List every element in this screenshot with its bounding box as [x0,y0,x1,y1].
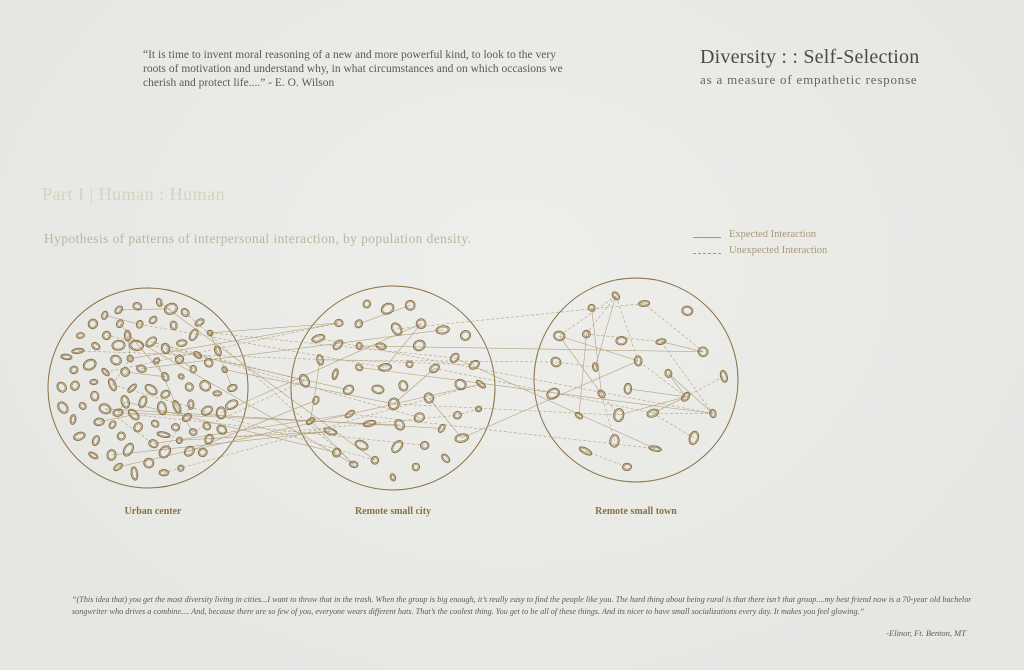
unexpected-interaction-line [397,304,644,330]
person-figure [121,442,136,458]
person-figure-inner [196,319,204,326]
person-figure [69,365,80,375]
person-figure [108,420,118,430]
person-figure [312,395,321,405]
person-figure [81,357,98,372]
person-figure [213,345,223,357]
person-figure-inner [113,341,124,350]
person-figure [587,303,597,313]
person-figure [86,317,99,330]
person-figure-inner [469,360,479,369]
expected-interaction-line [119,309,171,310]
person-figure [389,438,405,454]
person-figure [56,400,71,415]
solid-line-swatch [693,237,721,238]
person-figure-inner [178,341,186,346]
unexpected-interaction-line [210,333,455,358]
person-figure [687,430,700,446]
person-figure [453,377,468,391]
person-figure [98,402,113,416]
unexpected-interaction-line [686,376,724,396]
person-figure [331,338,344,351]
person-figure [362,299,372,310]
expected-interaction-line [462,361,639,438]
person-figure-inner [114,464,122,471]
circle-label-town: Remote small town [595,506,677,517]
person-figure-inner [350,462,357,467]
expected-interaction-line [668,373,713,413]
page-subtitle: as a measure of empathetic response [700,72,918,87]
person-figure [198,378,213,393]
legend [693,229,893,261]
person-figure-inner [391,475,395,480]
person-figure [152,357,161,366]
person-figure [397,379,409,392]
expected-interaction-line [157,361,177,407]
person-figure [224,398,240,412]
person-figure [184,381,196,393]
person-figure-inner [183,414,192,422]
person-figure [177,373,185,380]
expected-interaction-line [311,421,354,464]
person-figure [192,350,203,360]
person-figure-inner [380,364,391,370]
expected-interaction-line [429,398,462,438]
unexpected-interaction-line [78,351,474,365]
figures-layer [55,290,729,481]
dashed-line-swatch [693,253,721,254]
person-figure-inner [91,381,96,384]
person-figure-inner [189,329,198,340]
person-figure [126,383,137,394]
person-figure [150,419,160,429]
closing-quote-attribution: -Elinor, Ft. Benton, MT [886,628,966,638]
expected-interaction-line [359,367,713,413]
unexpected-interaction-line [556,362,595,367]
person-figure-inner [91,392,98,400]
person-figure [148,438,160,449]
person-figure [406,360,414,368]
closing-quote: “(This idea that) you get the most diversity living in cities...I want to throw that in the trash. When the group is big enough, it’s really easy to find the people like you. The hard thing about being rural is that there isn’t that group....my best friend now is a 70-year old bachelor songwriter who drives a combine.... And, because there are so few of you, everyone wears different hats. That’s the coolest thing. You get to be all of these things. And its nicer to have small socializations every day. It makes you feel glowing.” [72,595,972,616]
page-title: Diversity : : Self-Selection [700,46,920,68]
expected-interaction-line [141,330,442,369]
person-figure [148,315,159,326]
expected-interaction-line [619,397,686,415]
person-figure [132,421,144,434]
person-figure [440,453,451,465]
person-figure [545,386,562,401]
person-figure-inner [95,419,103,425]
person-figure-inner [593,364,597,371]
person-figure [170,321,178,331]
unexpected-interaction-line [602,394,615,441]
unexpected-interaction-line [586,296,615,334]
person-figure [109,354,123,367]
person-figure [116,430,127,441]
person-figure-inner [413,464,419,470]
unexpected-interaction-line [435,368,653,413]
person-figure [194,317,206,328]
person-figure-inner [683,307,692,315]
person-figure [331,368,339,380]
person-figure [100,310,109,320]
legend-expected-label: Expected Interaction [729,229,817,240]
circle-label-urban: Urban center [124,506,182,517]
person-figure-inner [617,337,626,344]
person-figure-inner [214,392,220,395]
expected-interaction-line [210,333,232,388]
person-figure [411,462,420,471]
circle-label-city: Remote small city [354,506,432,517]
person-figure-inner [202,406,213,416]
person-figure-inner [62,355,71,359]
person-figure [379,301,396,316]
person-figure [200,404,214,417]
person-figure-inner [123,443,134,456]
person-figure [203,357,215,369]
person-figure-inner [128,384,136,392]
person-figure [187,328,200,343]
unexpected-interaction-line [140,324,385,367]
person-figure-inner [191,367,195,372]
unexpected-interaction-line [107,336,166,349]
person-figure [403,298,417,312]
legend-expected [693,229,893,245]
epigraph-quote: “It is time to invent moral reasoning of a new and more powerful kind, to look to the very roots of motivation and understand why, in what circumstances and on which occasions we cherish and protect life....” - E. O. Wilson [143,49,563,89]
person-figure [370,455,380,465]
person-figure-inner [171,322,176,329]
expected-interaction-line [210,323,339,333]
person-figure [55,380,68,394]
population-circle-town [534,278,738,482]
expected-interaction-line [359,346,703,352]
expected-interaction-line [189,400,316,451]
unexpected-interaction-line [318,338,713,413]
person-figure [354,438,370,452]
unexpected-interaction-line [151,342,419,418]
person-figure-inner [78,334,84,338]
person-figure [91,435,101,447]
person-figure [143,382,159,397]
person-figure-inner [89,452,97,458]
person-figure-inner [145,384,157,395]
person-figure-inner [442,454,450,462]
person-figure [389,473,396,482]
legend-unexpected [693,245,893,261]
expected-interaction-line [225,370,394,404]
person-figure-inner [71,416,75,424]
expected-interaction-line [455,358,655,449]
unexpected-interaction-line [653,413,694,438]
part-heading: Part I | Human : Human [42,184,226,204]
person-figure [458,328,472,342]
expected-interaction-line [579,334,586,416]
hypothesis-caption: Hypothesis of patterns of interpersonal interaction, by population density. [44,231,472,246]
person-figure [69,380,81,392]
person-figure [72,431,86,442]
person-figure-inner [172,424,178,430]
person-figure-inner [199,449,207,456]
expected-interaction-line [125,372,165,377]
unexpected-interaction-line [559,296,616,336]
person-figure-inner [312,335,324,342]
unexpected-interaction-line [394,404,619,415]
person-figure [221,365,229,373]
legend-unexpected-label: Unexpected Interaction [729,245,828,256]
person-figure [90,341,101,351]
interaction-diagram [0,270,1024,500]
person-figure-inner [145,459,153,466]
person-figure-inner [139,396,147,407]
person-figure [100,367,110,377]
unexpected-interaction-line [616,296,638,361]
person-figure-inner [355,440,368,450]
person-figure [76,332,85,339]
person-figure [412,338,427,352]
person-figure [171,423,181,432]
person-figure-inner [179,375,183,379]
person-figure [664,368,673,378]
person-figure [78,401,88,411]
person-figure [88,451,99,461]
